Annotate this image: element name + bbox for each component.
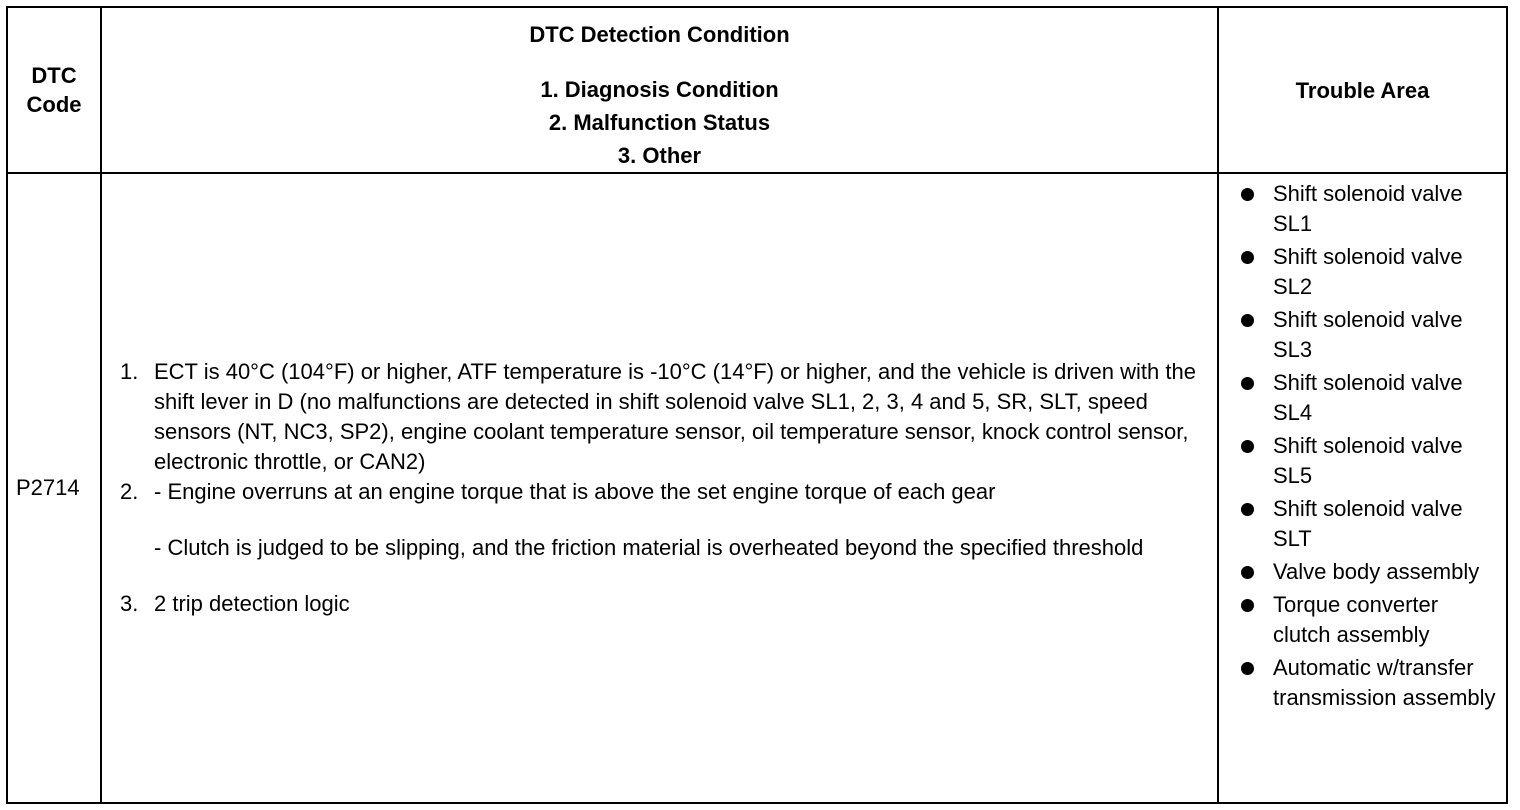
list-item bbox=[1239, 242, 1500, 302]
list-item bbox=[1239, 431, 1500, 491]
header-detection-condition bbox=[101, 7, 1218, 173]
table-row bbox=[7, 173, 1507, 803]
condition-number: 1. bbox=[120, 359, 139, 384]
condition-text: ECT is 40°C (104°F) or higher, ATF temperature is -10°C (14°F) or higher, and the vehicle is driven with the shift lever in D (no malfunctions are detected in shift solenoid valve SL1, 2, 3, 4 and 5, SR, SLT, speed sensors (NT, NC3, SP2), engine coolant temperature sensor, oil temperature sensor, knock control sensor, electronic throttle, or CAN2) bbox=[154, 359, 1196, 474]
header-dtc-code bbox=[7, 7, 101, 173]
list-item bbox=[1239, 179, 1500, 239]
trouble-area-text: Shift solenoid valve SL3 bbox=[1273, 307, 1463, 362]
condition-text: - Clutch is judged to be slipping, and the friction material is overheated beyond the specified threshold bbox=[154, 535, 1144, 560]
condition-text: - Engine overruns at an engine torque that is above the set engine torque of each gear bbox=[154, 479, 996, 504]
dtc-code-cell: P2714 bbox=[7, 173, 101, 803]
bullet-icon bbox=[1241, 440, 1254, 453]
trouble-area-text: Shift solenoid valve SLT bbox=[1273, 496, 1463, 551]
condition-number: 2. bbox=[120, 479, 139, 504]
list-item bbox=[1239, 494, 1500, 554]
bullet-icon bbox=[1241, 314, 1254, 327]
condition-number: 3. bbox=[120, 591, 139, 616]
trouble-area-text: Shift solenoid valve SL5 bbox=[1273, 433, 1463, 488]
trouble-area-text: Valve body assembly bbox=[1273, 559, 1480, 584]
trouble-area-text: Shift solenoid valve SL4 bbox=[1273, 370, 1463, 425]
detection-condition-cell bbox=[101, 173, 1218, 803]
list-item bbox=[1239, 590, 1500, 650]
trouble-area-text: Shift solenoid valve SL2 bbox=[1273, 244, 1463, 299]
trouble-area-text: Shift solenoid valve SL1 bbox=[1273, 181, 1463, 236]
list-item bbox=[1239, 557, 1500, 587]
bullet-icon bbox=[1241, 251, 1254, 264]
trouble-area-cell bbox=[1218, 173, 1507, 803]
header-condition-item: 2. Malfunction Status bbox=[548, 110, 771, 135]
header-condition-item: 3. Other bbox=[617, 143, 702, 168]
condition-text: 2 trip detection logic bbox=[154, 591, 350, 616]
condition-list bbox=[120, 357, 1201, 619]
dtc-table bbox=[6, 6, 1508, 804]
header-condition-title: DTC Detection Condition bbox=[529, 22, 790, 47]
header-condition-item: 1. Diagnosis Condition bbox=[540, 77, 779, 102]
trouble-area-text: Torque converter clutch assembly bbox=[1273, 592, 1439, 647]
bullet-icon bbox=[1241, 566, 1254, 579]
bullet-icon bbox=[1241, 377, 1254, 390]
bullet-icon bbox=[1241, 503, 1254, 516]
list-item bbox=[1239, 653, 1500, 713]
bullet-icon bbox=[1241, 662, 1254, 675]
list-item bbox=[1239, 305, 1500, 365]
trouble-area-list bbox=[1239, 179, 1500, 713]
condition-item bbox=[120, 357, 1201, 477]
header-code-line: DTC bbox=[31, 63, 77, 88]
trouble-area-text: Automatic w/transfer transmission assembly bbox=[1273, 655, 1496, 710]
condition-item bbox=[120, 477, 1201, 563]
header-code-line: Code bbox=[26, 92, 82, 117]
bullet-icon bbox=[1241, 188, 1254, 201]
header-row bbox=[7, 7, 1507, 173]
list-item bbox=[1239, 368, 1500, 428]
header-trouble-area: Trouble Area bbox=[1218, 7, 1507, 173]
condition-item bbox=[120, 589, 1201, 619]
bullet-icon bbox=[1241, 599, 1254, 612]
